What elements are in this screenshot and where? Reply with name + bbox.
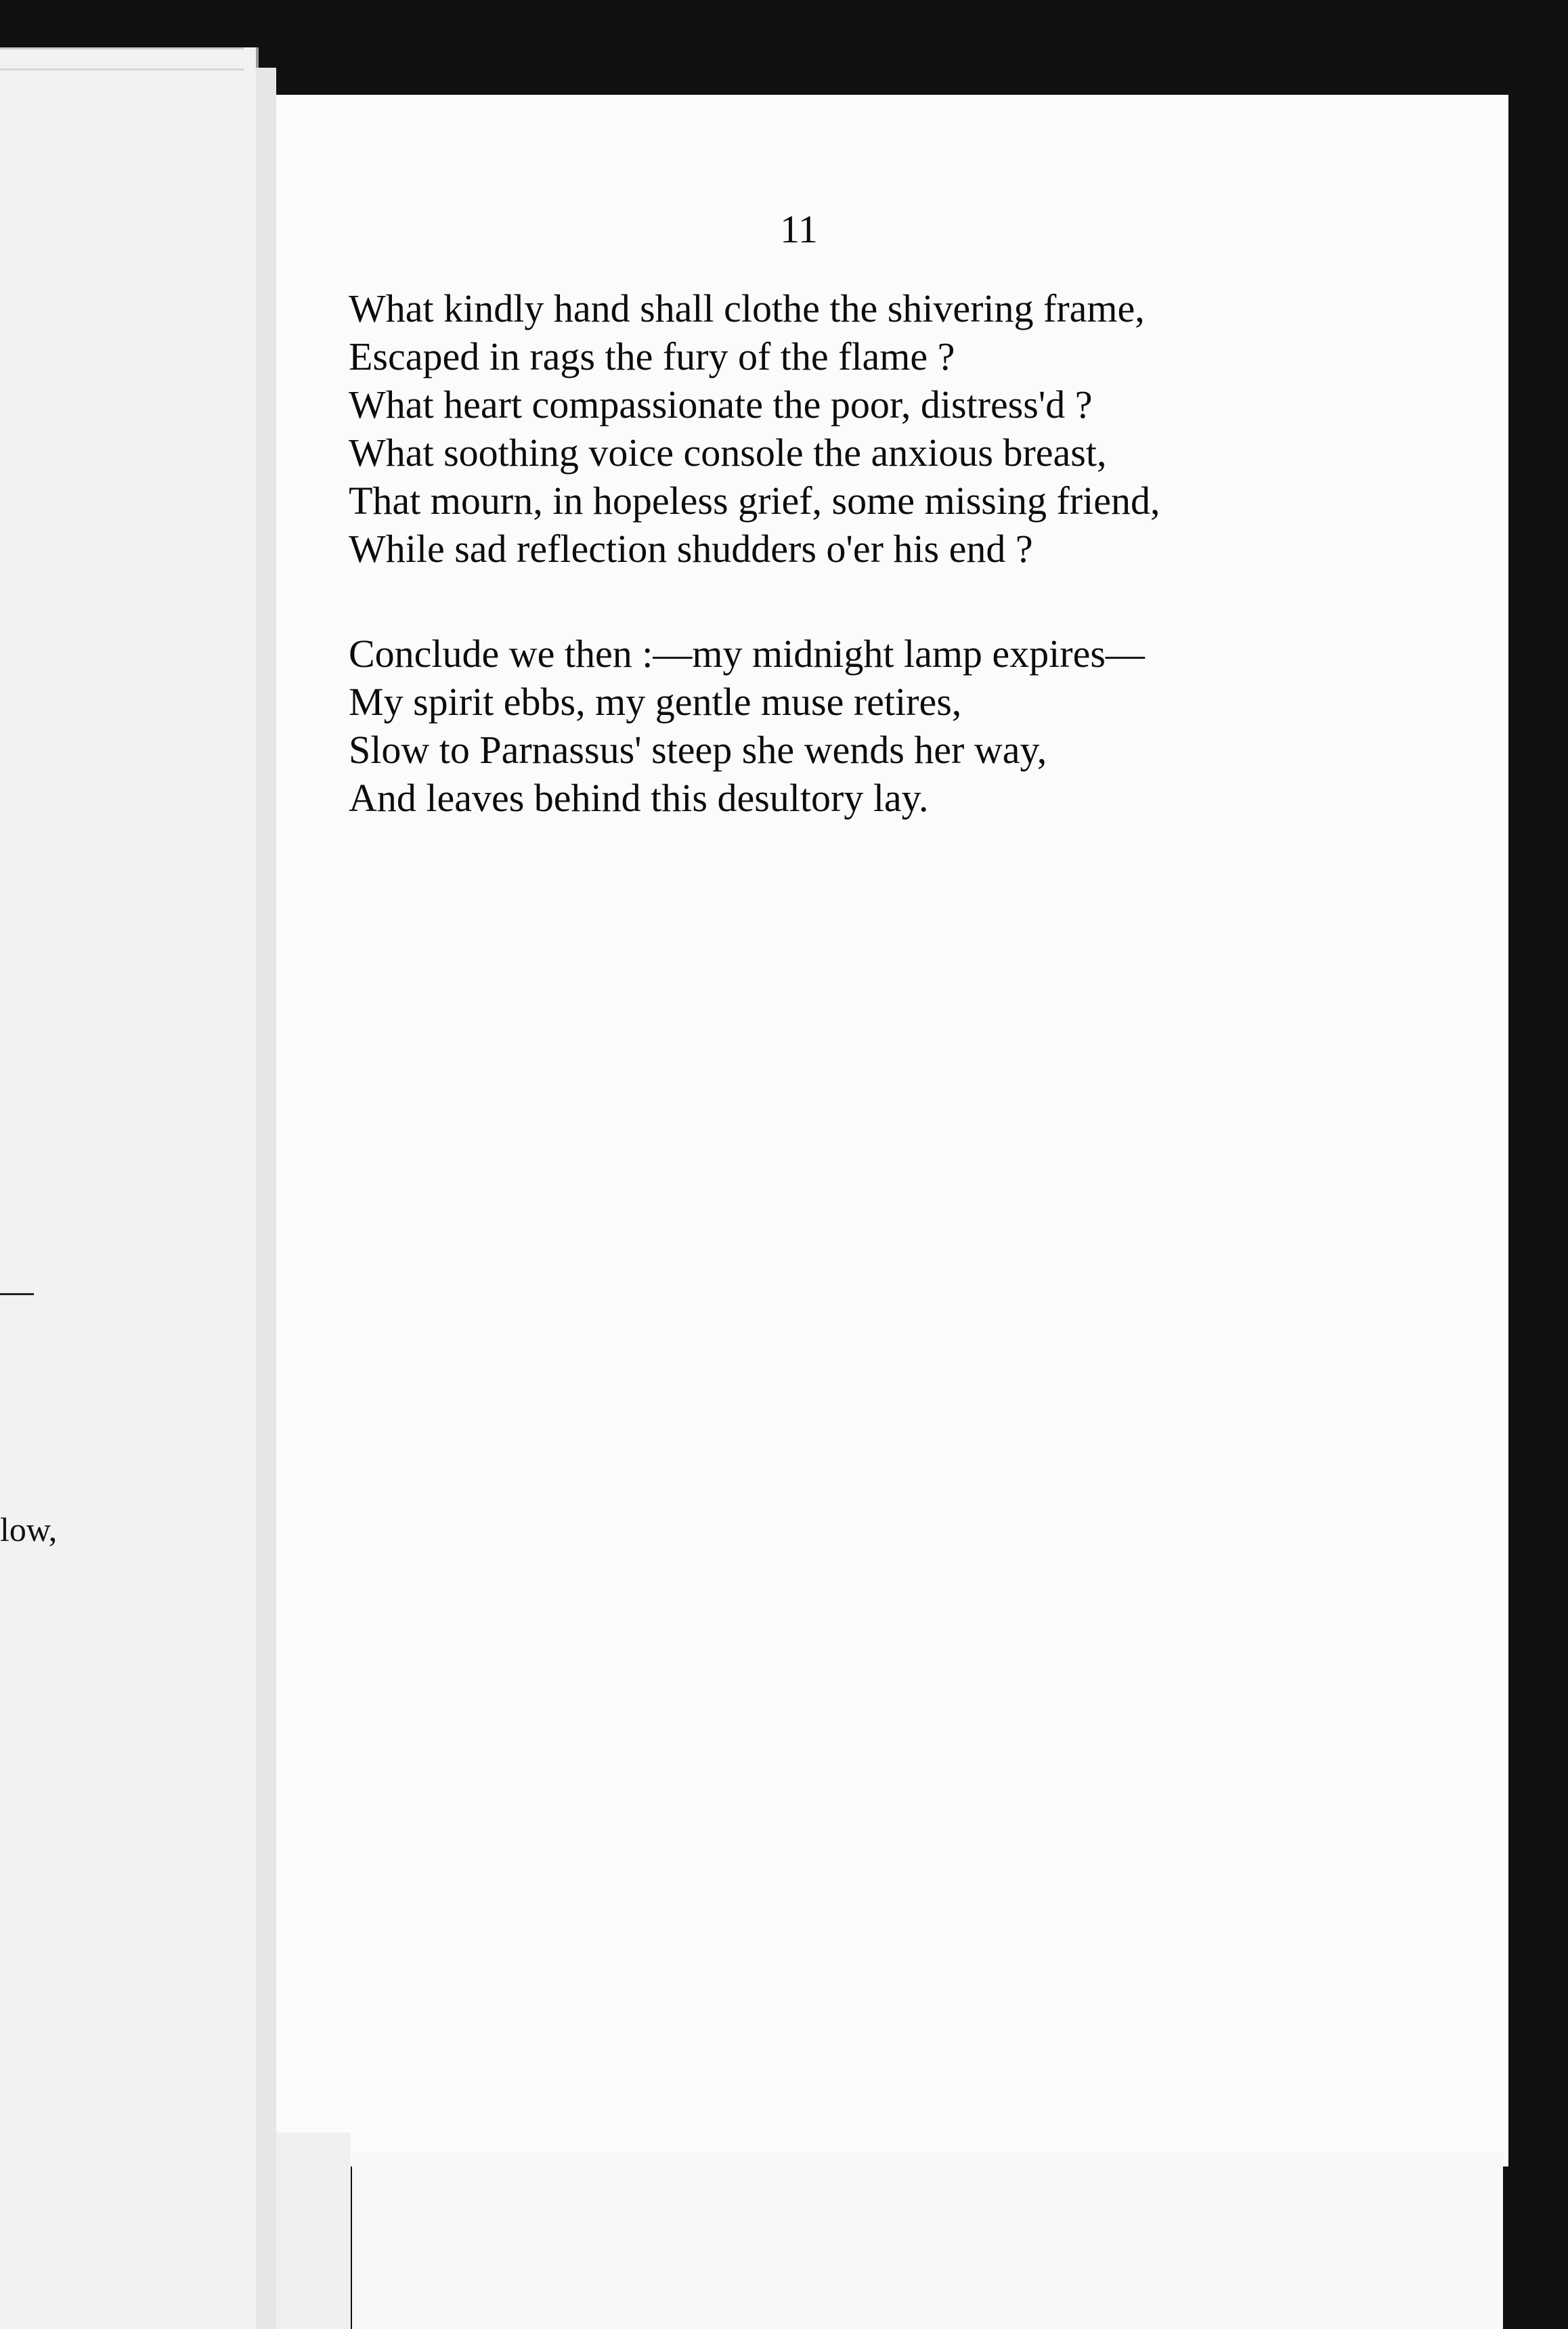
left-page <box>0 47 259 2329</box>
verse-line: That mourn, in hopeless grief, some missing friend, <box>349 479 1160 523</box>
verse-line: And leaves behind this desultory lay. <box>349 776 929 820</box>
verse-line: Conclude we then :—my midnight lamp expires— <box>349 632 1145 676</box>
left-page-fragment: low, <box>0 1510 58 1548</box>
verse-line: Slow to Parnassus' steep she wends her way, <box>349 728 1047 772</box>
verse-line: While sad reflection shudders o'er his end ? <box>349 527 1033 571</box>
verse-line: What kindly hand shall clothe the shivering frame, <box>349 286 1145 330</box>
left-page-rule <box>0 1293 34 1295</box>
book-gutter <box>256 68 276 2329</box>
verse-line: What soothing voice console the anxious breast, <box>349 431 1107 475</box>
verse-line: What heart compassionate the poor, distress'd ? <box>349 383 1093 427</box>
verse-line: My spirit ebbs, my gentle muse retires, <box>349 680 962 724</box>
page-number: 11 <box>780 207 818 251</box>
stanza-1 <box>349 284 1160 573</box>
right-page-bottom <box>352 2153 1503 2329</box>
left-page-edge <box>0 47 244 70</box>
verse-line: Escaped in rags the fury of the flame ? <box>349 334 955 378</box>
right-page-bottom-tab <box>276 2133 351 2329</box>
stanza-2 <box>349 630 1145 822</box>
